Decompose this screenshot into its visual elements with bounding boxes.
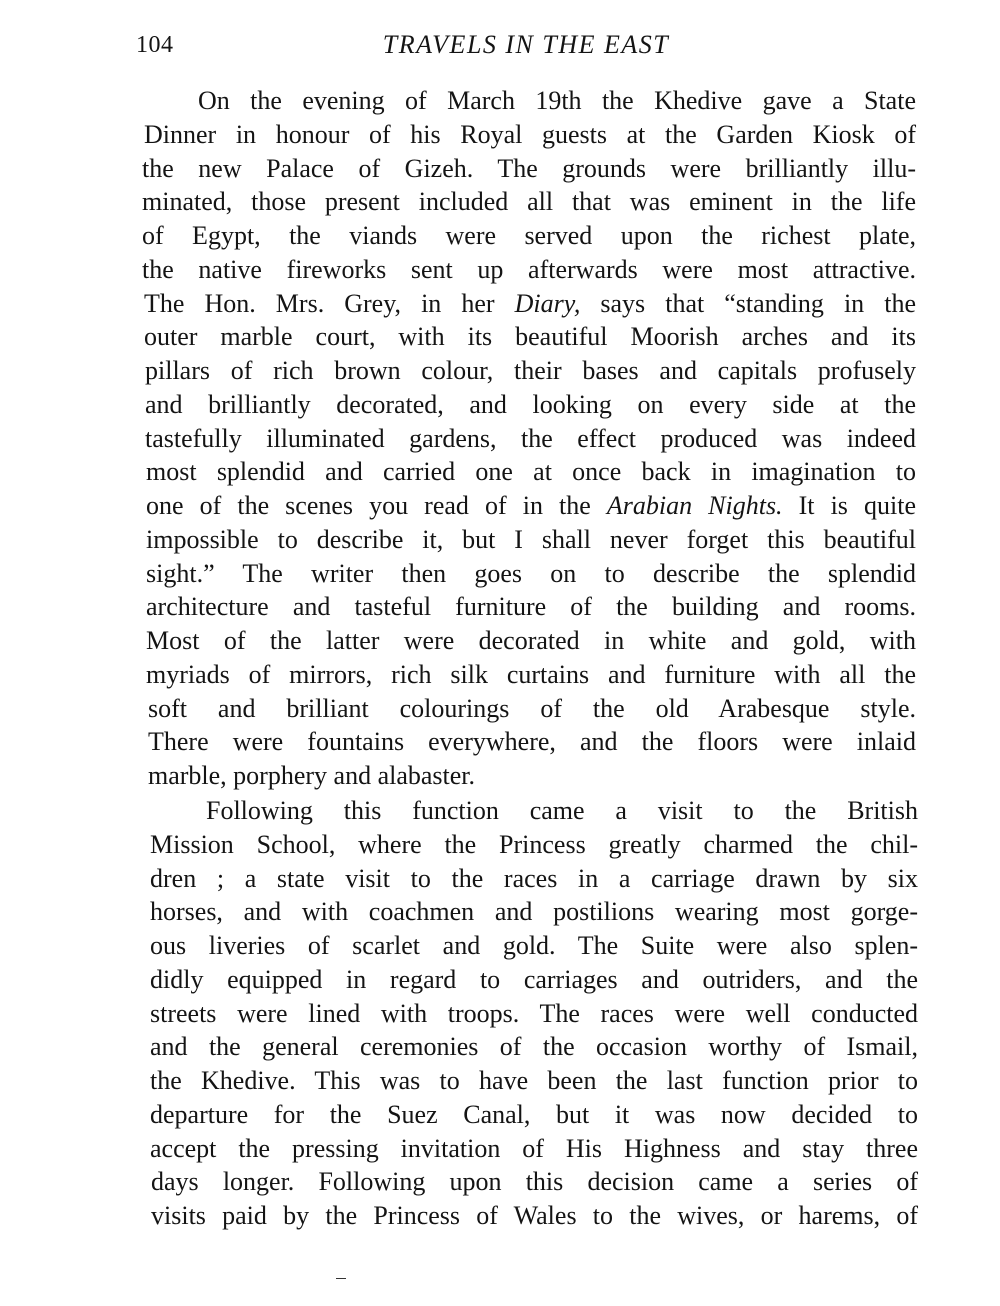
text-line: the Khedive. This was to have been the last function prior to bbox=[150, 1066, 918, 1095]
text-line: visits paid by the Princess of Wales to the wives, or harems, of bbox=[151, 1201, 918, 1230]
text-line: outer marble court, with its beautiful Moorish arches and its bbox=[144, 322, 916, 352]
text-line: impossible to describe it, but I shall never forget this beautiful bbox=[146, 524, 916, 554]
text-line: streets were lined with troops. The races were well conducted bbox=[150, 998, 918, 1028]
italic-title: Arabian Nights. bbox=[606, 491, 783, 520]
text-line: departure for the Suez Canal, but it was now decided to bbox=[150, 1099, 918, 1129]
text-line: Dinner in honour of his Royal guests at the Garden Kiosk of bbox=[144, 119, 916, 149]
italic-title: Diary, bbox=[514, 288, 581, 318]
text-line: sight.” The writer then goes on to describe the splendid bbox=[146, 558, 916, 588]
text-line: Following this function came a visit to the British bbox=[206, 796, 918, 825]
text-line: didly equipped in regard to carriages and outriders, and the bbox=[150, 964, 918, 994]
text-line: marble, porphery and alabaster. bbox=[148, 761, 476, 790]
text-line bbox=[146, 489, 916, 523]
text-line: accept the pressing invitation of His Highness and stay three bbox=[150, 1133, 918, 1163]
text-line: On the evening of March 19th the Khedive gave a State bbox=[198, 86, 916, 115]
text-line: architecture and tasteful furniture of the building and rooms. bbox=[146, 592, 916, 622]
text-run: The Hon. Mrs. Grey, in her bbox=[144, 288, 515, 318]
text-line: ous liveries of scarlet and gold. The Suite were also splen- bbox=[150, 931, 918, 960]
running-title: TRAVELS IN THE EAST bbox=[382, 30, 670, 59]
page-header bbox=[136, 30, 916, 64]
text-line: tastefully illuminated gardens, the effect produced was indeed bbox=[145, 423, 916, 453]
text-run: one of the scenes you read of in the bbox=[146, 491, 607, 520]
text-line: the native fireworks sent up afterwards were most attractive. bbox=[142, 254, 916, 284]
text-line: dren ; a state visit to the races in a carriage drawn by six bbox=[150, 863, 918, 893]
text-line: most splendid and carried one at once back in imagination to bbox=[146, 457, 916, 487]
text-run: It is quite bbox=[782, 491, 916, 520]
text-line: pillars of rich brown colour, their bases and capitals profusely bbox=[145, 356, 916, 385]
printer-mark bbox=[336, 1278, 346, 1279]
text-line: the new Palace of Gizeh. The grounds were brilliantly illu- bbox=[142, 153, 916, 183]
text-line: and brilliantly decorated, and looking on every side at the bbox=[145, 389, 916, 419]
text-line: soft and brilliant colourings of the old Arabesque style. bbox=[148, 693, 916, 723]
text-line: There were fountains everywhere, and the floors were inlaid bbox=[148, 727, 916, 757]
text-run: says that “standing in the bbox=[580, 288, 916, 318]
text-line: Most of the latter were decorated in white and gold, with bbox=[146, 626, 916, 655]
text-line: horses, and with coachmen and postilions wearing most gorge- bbox=[150, 897, 918, 927]
text-line: Mission School, where the Princess greatly charmed the chil- bbox=[150, 829, 918, 859]
text-line: of Egypt, the viands were served upon the richest plate, bbox=[142, 221, 916, 250]
text-line: days longer. Following upon this decision came a series of bbox=[151, 1167, 918, 1197]
page-number: 104 bbox=[136, 32, 174, 58]
text-line bbox=[144, 287, 916, 321]
text-line: minated, those present included all that was eminent in the life bbox=[142, 187, 916, 217]
text-line: and the general ceremonies of the occasion worthy of Ismail, bbox=[150, 1032, 918, 1062]
text-line: myriads of mirrors, rich silk curtains and furniture with all the bbox=[146, 659, 916, 689]
